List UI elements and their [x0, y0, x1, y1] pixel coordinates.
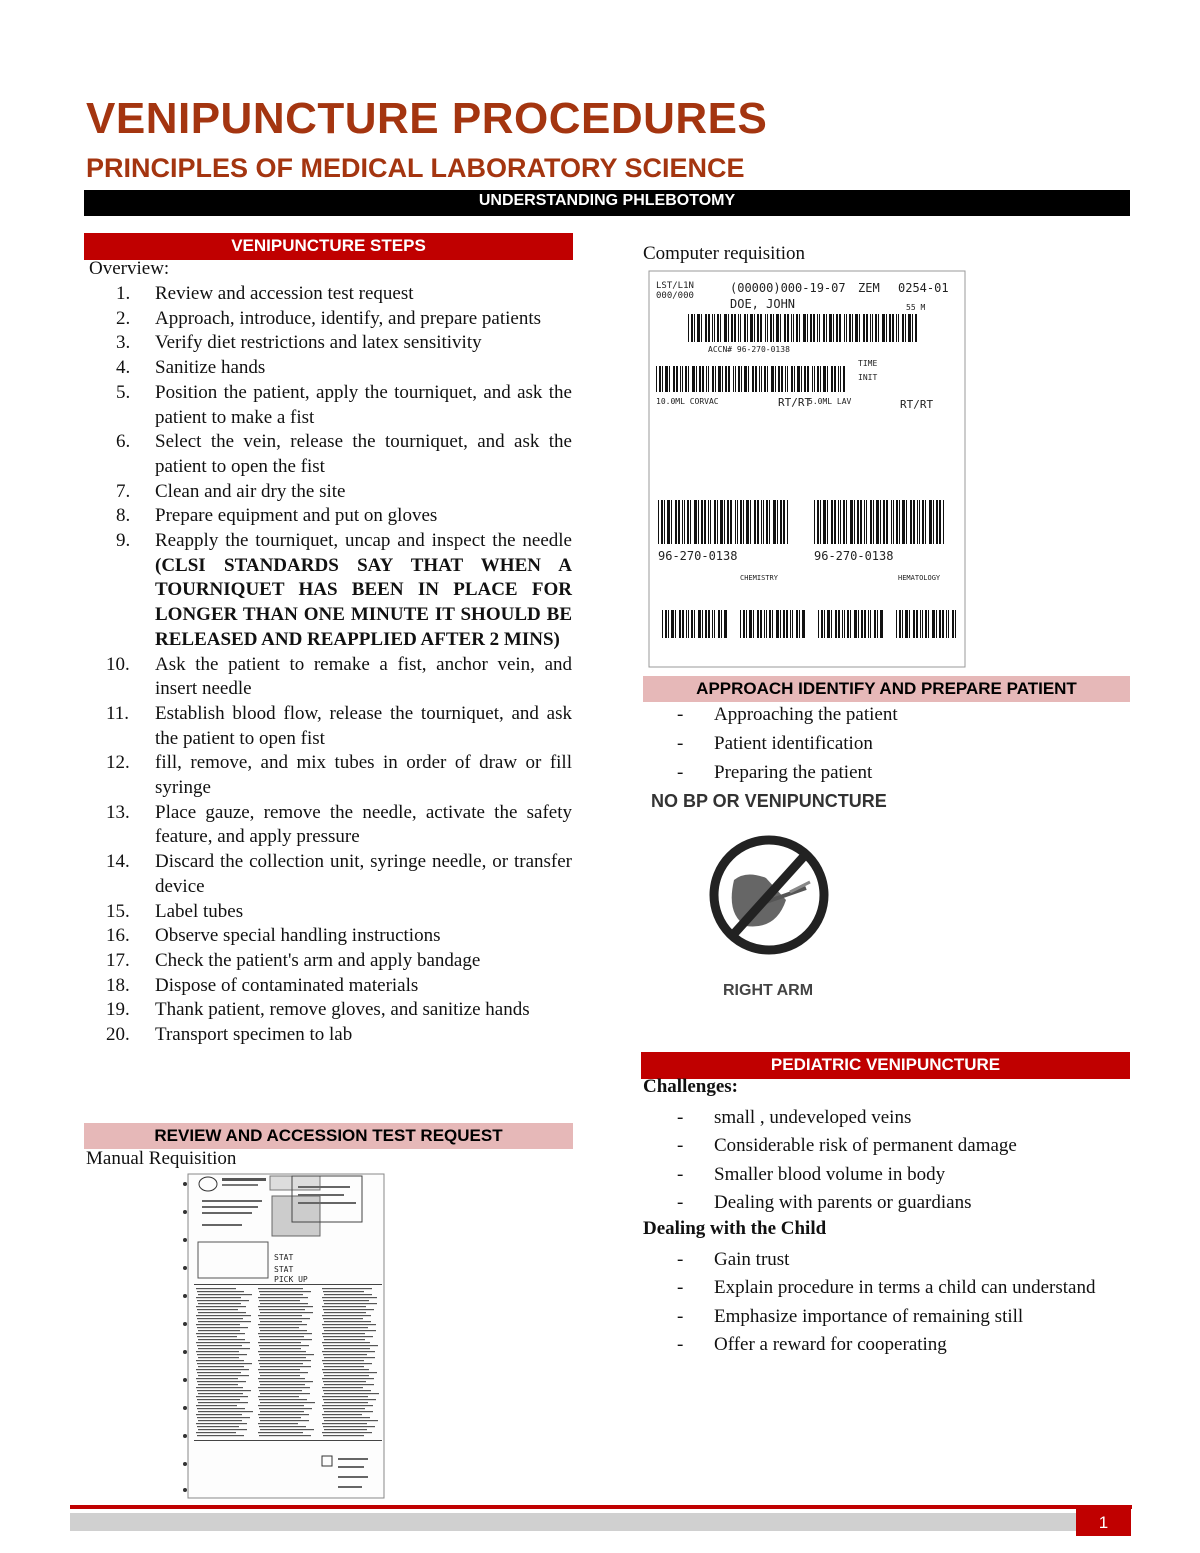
step-number: 18. [106, 974, 130, 996]
step-text: Clean and air dry the site [155, 480, 346, 502]
challenge-item: - Dealing with parents or guardians [643, 1189, 1130, 1217]
child-item: - Emphasize importance of remaining still [643, 1303, 1130, 1331]
no-needle-sign-icon [706, 830, 832, 960]
step-number: 2. [116, 307, 131, 329]
approach-item: - Patient identification [643, 729, 1130, 758]
step-item [84, 381, 572, 430]
step-text: Thank patient, remove gloves, and sanitize hands [155, 999, 530, 1021]
computer-requisition-image [648, 270, 966, 668]
step-text: Review and accession test request [155, 283, 414, 304]
step-number: 3. [116, 332, 131, 354]
step-text: Dispose of contaminated materials [155, 974, 419, 996]
label-row1b-2: RT/RT [900, 398, 934, 411]
step-item [84, 356, 572, 381]
step-text: Approach, introduce, identify, and prepare patients [155, 307, 542, 329]
child-label: Dealing with the Child [643, 1218, 827, 1239]
label-row1b: RT/RT [778, 396, 812, 409]
step-item [84, 282, 572, 307]
label-line1: LST/L1N [656, 281, 694, 291]
step-text: Reapply the tourniquet, uncap and inspect the needle [155, 530, 572, 552]
step-item [84, 529, 572, 653]
svg-text:STAT: STAT [274, 1253, 294, 1262]
step-text: Observe special handling instructions [155, 925, 441, 947]
sign-bottom-text: RIGHT ARM [723, 982, 814, 999]
step-number: 5. [116, 381, 131, 403]
label-row1c: 5.0ML LAV [808, 397, 852, 406]
step-item [84, 751, 572, 800]
step-text: Sanitize hands [155, 357, 266, 379]
step-number: 12. [106, 752, 130, 774]
challenges-label: Challenges: [643, 1076, 738, 1097]
svg-text:PICK UP: PICK UP [274, 1275, 308, 1284]
label-hema: HEMATOLOGY [898, 574, 941, 582]
step-number: 20. [106, 1024, 130, 1046]
steps-list [84, 282, 572, 1048]
child-item: - Gain trust [643, 1246, 1130, 1274]
sign-top-text: NO BP OR VENIPUNCTURE [651, 791, 887, 811]
step-text: Establish blood flow, release the tourniquet, and ask the patient to open fist [155, 702, 572, 749]
step-item [84, 331, 572, 356]
challenge-item: - Smaller blood volume in body [643, 1161, 1130, 1189]
overview-label: Overview: [89, 258, 170, 279]
label-num: 0254-01 [898, 281, 949, 295]
step-text: fill, remove, and mix tubes in order of draw or fill syringe [155, 752, 572, 799]
step-number: 14. [106, 851, 130, 873]
svg-text:STAT: STAT [274, 1265, 294, 1274]
challenge-item: - Considerable risk of permanent damage [643, 1132, 1130, 1160]
child-item: - Explain procedure in terms a child can understand [643, 1274, 1130, 1302]
step-number: 11. [106, 702, 130, 724]
child-item: - Offer a reward for cooperating [643, 1331, 1130, 1359]
step-number: 8. [116, 505, 131, 527]
step-number: 4. [116, 357, 131, 379]
step-item [84, 653, 572, 702]
step-item [84, 1023, 572, 1048]
manual-requisition-image [182, 1172, 388, 1502]
step-item [84, 850, 572, 899]
step-text: Check the patient's arm and apply bandage [155, 949, 481, 971]
step-text: Verify diet restrictions and latex sensitivity [155, 332, 482, 354]
topic-bar: UNDERSTANDING PHLEBOTOMY [84, 190, 1130, 216]
challenges-list [643, 1104, 1130, 1218]
step-item [84, 900, 572, 925]
step-text: Place gauze, remove the needle, activate the safety feature, and apply pressure [155, 801, 572, 848]
step-text: Ask the patient to remake a fist, anchor vein, and insert needle [155, 653, 572, 700]
label-id: (00000)000-19-07 [730, 281, 846, 295]
footer-bar [70, 1513, 1076, 1531]
label-chem: CHEMISTRY [740, 574, 778, 582]
footer-red-line [70, 1505, 1132, 1509]
step-item [84, 480, 572, 505]
label-name: DOE, JOHN [730, 297, 796, 311]
step-item [84, 924, 572, 949]
child-list [643, 1246, 1130, 1360]
label-time: TIME [858, 359, 878, 368]
approach-list [643, 700, 1130, 787]
step-item [84, 504, 572, 529]
venipuncture-steps-header: VENIPUNCTURE STEPS [84, 233, 573, 260]
approach-header: APPROACH IDENTIFY AND PREPARE PATIENT [643, 676, 1130, 702]
step-text: Position the patient, apply the tourniquet, and ask the patient to make a fist [155, 381, 572, 428]
step-number: 13. [106, 801, 130, 823]
step-number: 10. [106, 653, 130, 675]
step-number: 7. [116, 480, 131, 502]
step-item [84, 801, 572, 850]
step-item [84, 998, 572, 1023]
step-text: Prepare equipment and put on gloves [155, 505, 438, 527]
label-init: INIT [858, 373, 878, 382]
step-number: 17. [106, 949, 130, 971]
label-code: ZEM [858, 281, 880, 295]
label-line1b: 000/000 [656, 291, 694, 301]
manual-requisition-label: Manual Requisition [86, 1148, 237, 1169]
page-number: 1 [1076, 1509, 1131, 1536]
approach-item: - Approaching the patient [643, 700, 1130, 729]
step-text: Label tubes [155, 900, 244, 922]
review-accession-header: REVIEW AND ACCESSION TEST REQUEST [84, 1123, 573, 1149]
label-row1: 10.0ML CORVAC [656, 397, 719, 406]
step-note: (CLSI STANDARDS SAY THAT WHEN A TOURNIQUET HAS BEEN IN PLACE FOR LONGER THAN ONE MINUTE IT SHOULD BE RELEASED AND REAPPLIED AFTER 2 MINS) [155, 554, 572, 650]
step-item [84, 307, 572, 332]
document-title: VENIPUNCTURE PROCEDURES [86, 94, 768, 143]
document-subtitle: PRINCIPLES OF MEDICAL LABORATORY SCIENCE [86, 153, 745, 183]
step-text: Transport specimen to lab [155, 1024, 353, 1046]
label-accession-right: 96-270-0138 [814, 549, 894, 563]
label-sex: 55 M [906, 303, 926, 312]
step-number: 1. [116, 283, 131, 304]
step-number: 19. [106, 999, 130, 1021]
label-accession-left: 96-270-0138 [658, 549, 738, 563]
approach-item: - Preparing the patient [643, 758, 1130, 787]
step-item [84, 430, 572, 479]
step-number: 6. [116, 431, 131, 453]
step-text: Discard the collection unit, syringe needle, or transfer device [155, 851, 572, 897]
step-number: 9. [116, 530, 131, 552]
step-number: 15. [106, 900, 130, 922]
label-accn: ACCN# 96-270-0138 [708, 345, 790, 354]
step-item [84, 974, 572, 999]
step-item [84, 702, 572, 751]
challenge-item: - small , undeveloped veins [643, 1104, 1130, 1132]
step-item [84, 949, 572, 974]
step-text: Select the vein, release the tourniquet, and ask the patient to open the fist [155, 431, 572, 477]
computer-requisition-label: Computer requisition [643, 243, 806, 264]
step-number: 16. [106, 925, 130, 947]
pediatric-header: PEDIATRIC VENIPUNCTURE [641, 1052, 1130, 1079]
